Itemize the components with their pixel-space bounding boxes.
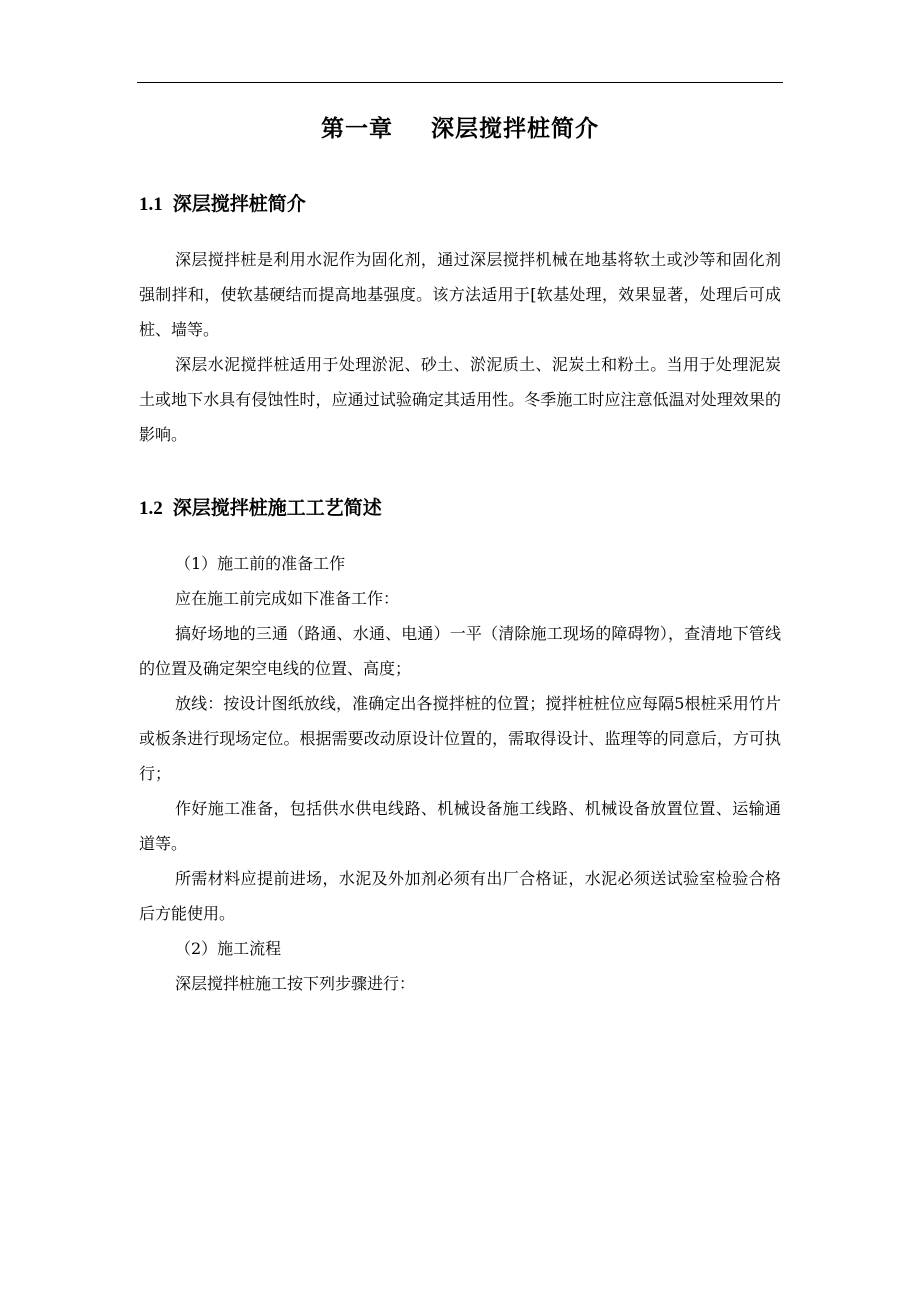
section-number: 1.2 [139,498,163,519]
section-heading-1-1 [139,190,306,219]
chapter-title [0,112,920,146]
section-title: 深层搅拌桩简介 [172,193,306,215]
paragraph: 搞好场地的三通（路通、水通、电通）一平（清除施工现场的障碍物），查清地下管线的位置及确定架空电线的位置、高度； [139,624,781,678]
paragraph: 深层水泥搅拌桩适用于处理淤泥、砂土、淤泥质土、泥炭土和粉土。当用于处理泥炭土或地下水具有侵蚀性时，应通过试验确定其适用性。冬季施工时应注意低温对处理效果的影响。 [139,355,781,444]
paragraph: 应在施工前完成如下准备工作： [175,589,400,608]
paragraph: （2）施工流程 [175,939,282,958]
section-body-1-2 [139,546,781,1001]
paragraph: （1）施工前的准备工作 [175,554,346,573]
paragraph: 深层搅拌桩施工按下列步骤进行： [175,974,416,993]
section-body-1-1 [139,242,781,452]
paragraph: 作好施工准备，包括供水供电线路、机械设备施工线路、机械设备放置位置、运输通道等。 [139,799,781,853]
section-number: 1.1 [139,194,163,215]
chapter-label: 第一章 [321,115,393,142]
paragraph: 所需材料应提前进场，水泥及外加剂必须有出厂合格证，水泥必须送试验室检验合格后方能使用。 [139,869,781,923]
header-rule [137,82,783,83]
paragraph: 放线：按设计图纸放线，准确定出各搅拌桩的位置；搅拌桩桩位应每隔5根桩采用竹片或板条进行现场定位。根据需要改动原设计位置的，需取得设计、监理等的同意后，方可执行； [139,694,781,783]
section-title: 深层搅拌桩施工工艺简述 [172,497,382,519]
section-heading-1-2 [139,494,382,523]
paragraph: 深层搅拌桩是利用水泥作为固化剂，通过深层搅拌机械在地基将软土或沙等和固化剂强制拌和，使软基硬结而提高地基强度。该方法适用于[软基处理，效果显著，处理后可成桩、墙等。 [139,250,781,339]
chapter-title-text: 深层搅拌桩简介 [431,115,599,142]
